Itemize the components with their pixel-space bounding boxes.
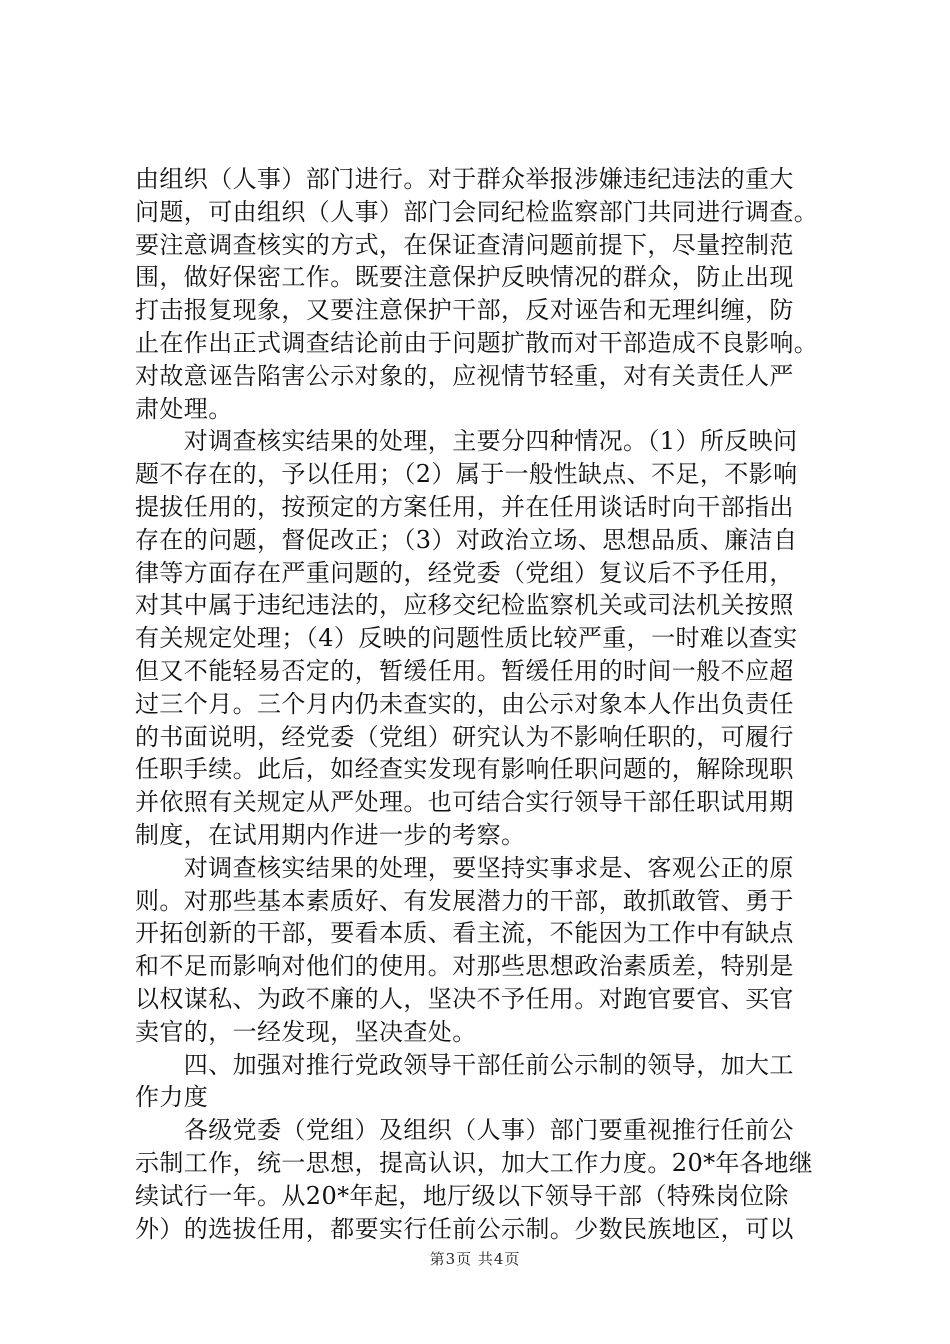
text-line: 卖官的，一经发现，坚决查处。 — [135, 1017, 477, 1046]
text-line: 但又不能轻易否定的，暂缓任用。暂缓任用的时间一般不应超 — [135, 656, 794, 685]
text-line: 存在的问题，督促改正；（3）对政治立场、思想品质、廉洁自 — [135, 525, 798, 554]
document-body — [135, 163, 827, 1245]
text-line: 要注意调查核实的方式，在保证查清问题前提下，尽量控制范 — [135, 230, 794, 259]
text-line: 对故意诬告陷害公示对象的，应视情节轻重，对有关责任人严 — [135, 361, 794, 390]
text-line: 则。对那些基本素质好、有发展潜力的干部，敢抓敢管、勇于 — [135, 886, 794, 915]
section-heading-line: 四、加强对推行党政领导干部任前公示制的领导，加大工 — [135, 1050, 794, 1079]
text-line: 的书面说明，经党委（党组）研究认为不影响任职的，可履行 — [135, 722, 794, 751]
text-line: 对其中属于违纪违法的，应移交纪检监察机关或司法机关按照 — [135, 591, 794, 620]
text-line: 制度，在试用期内作进一步的考察。 — [135, 820, 526, 849]
text-line: 肃处理。 — [135, 394, 233, 423]
text-line: 提拔任用的，按预定的方案任用，并在任用谈话时向干部指出 — [135, 492, 794, 521]
text-line: 打击报复现象，又要注意保护干部，反对诬告和无理纠缠，防 — [135, 296, 794, 325]
text-line: 各级党委（党组）及组织（人事）部门要重视推行任前公 — [135, 1116, 794, 1145]
text-line: 示制工作，统一思想，提高认识，加大工作力度。20*年各地继 — [135, 1148, 814, 1177]
text-line: 外）的选拔任用，都要实行任前公示制。少数民族地区，可以 — [135, 1214, 794, 1243]
page-footer — [0, 1248, 950, 1269]
text-line: 围，做好保密工作。既要注意保护反映情况的群众，防止出现 — [135, 263, 794, 292]
text-line: 有关规定处理；（4）反映的问题性质比较严重，一时难以查实 — [135, 624, 798, 653]
text-line: 并依照有关规定从严处理。也可结合实行领导干部任职试用期 — [135, 788, 794, 817]
text-line: 以权谋私、为政不廉的人，坚决不予任用。对跑官要官、买官 — [135, 984, 794, 1013]
text-line: 由组织（人事）部门进行。对于群众举报涉嫌违纪违法的重大 — [135, 165, 794, 193]
text-line: 续试行一年。从20*年起，地厅级以下领导干部（特殊岗位除 — [135, 1181, 789, 1210]
text-line: 止在作出正式调查结论前由于问题扩散而对干部造成不良影响。 — [135, 328, 819, 357]
text-line: 问题，可由组织（人事）部门会同纪检监察部门共同进行调查。 — [135, 197, 819, 226]
text-line: 题不存在的，予以任用；（2）属于一般性缺点、不足，不影响 — [135, 460, 798, 489]
text-line: 和不足而影响对他们的使用。对那些思想政治素质差，特别是 — [135, 952, 794, 981]
text-line: 对调查核实结果的处理，主要分四种情况。（1）所反映问 — [135, 427, 798, 456]
section-heading-line: 作力度 — [135, 1083, 209, 1112]
text-line: 过三个月。三个月内仍未查实的，由公示对象本人作出负责任 — [135, 689, 794, 718]
text-line: 开拓创新的干部，要看本质、看主流，不能因为工作中有缺点 — [135, 919, 794, 948]
text-line: 律等方面存在严重问题的，经党委（党组）复议后不予任用， — [135, 558, 794, 587]
text-line: 对调查核实结果的处理，要坚持实事求是、客观公正的原 — [135, 853, 794, 882]
page-number-label: 第3页 共4页 — [429, 1250, 521, 1268]
text-line: 任职手续。此后，如经查实发现有影响任职问题的，解除现职 — [135, 755, 794, 784]
